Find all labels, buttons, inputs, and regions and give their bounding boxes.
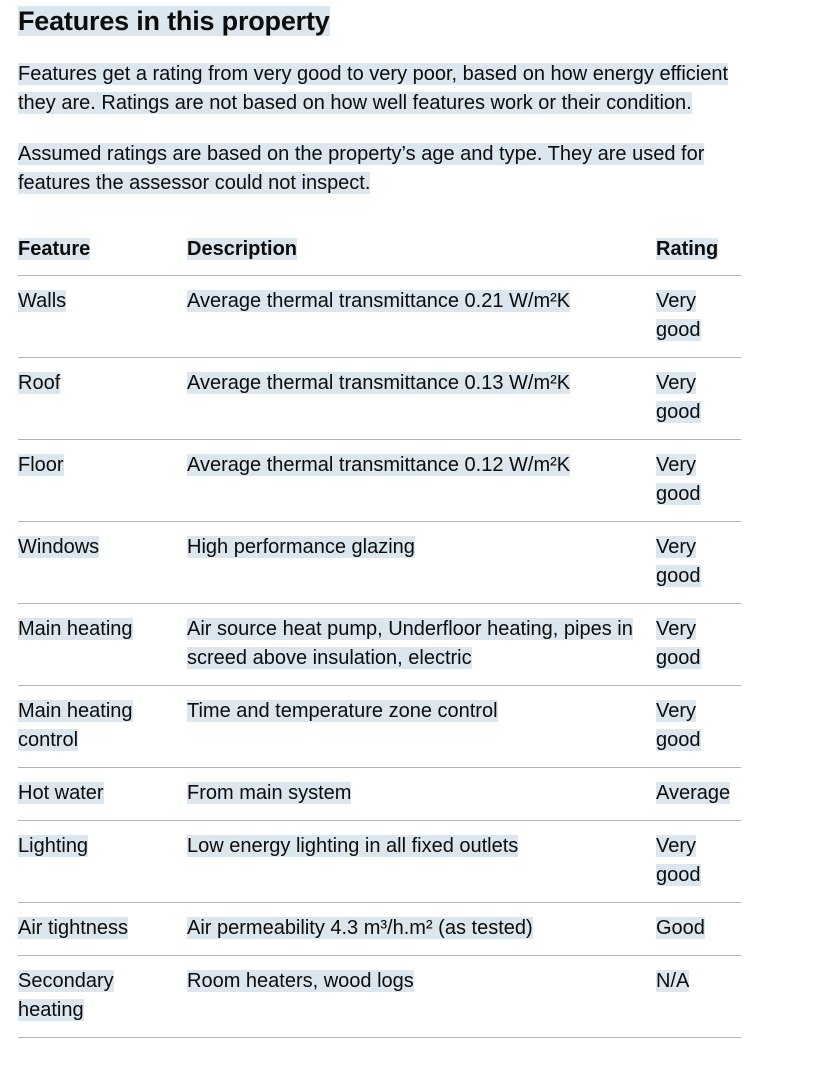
table-row: [18, 522, 741, 604]
header-feature: [18, 228, 187, 276]
intro-paragraph-ratings-text: Features get a rating from very good to very poor, based on how energy efficient they are. Ratings are not based on how well features work or their condition.: [18, 63, 729, 114]
feature-cell-text: Air tightness: [18, 917, 129, 939]
feature-cell-text: Hot water: [18, 782, 104, 804]
rating-cell: [656, 903, 741, 956]
description-cell-text: Average thermal transmittance 0.12 W/m²K: [187, 454, 571, 476]
feature-cell-text: Lighting: [18, 835, 89, 857]
feature-cell: [18, 821, 187, 903]
rating-cell: [656, 440, 741, 522]
description-cell-text: High performance glazing: [187, 536, 415, 558]
feature-cell-text: Windows: [18, 536, 100, 558]
section-heading: [18, 0, 796, 38]
table-body: [18, 276, 741, 1038]
feature-cell: [18, 903, 187, 956]
feature-cell: [18, 276, 187, 358]
table-row: [18, 276, 741, 358]
table-row: [18, 768, 741, 821]
intro-paragraph-ratings: [18, 60, 748, 118]
rating-cell-text: Very good: [656, 454, 701, 505]
rating-cell-text: Very good: [656, 835, 701, 886]
rating-cell-text: Average: [656, 782, 731, 804]
rating-cell-text: Very good: [656, 536, 701, 587]
rating-cell: [656, 686, 741, 768]
description-cell: [187, 276, 656, 358]
feature-cell: [18, 768, 187, 821]
table-row: [18, 358, 741, 440]
feature-cell-text: Main heating control: [18, 700, 133, 751]
description-cell-text: Room heaters, wood logs: [187, 970, 414, 992]
header-description: [187, 228, 656, 276]
feature-cell: [18, 956, 187, 1038]
feature-cell-text: Floor: [18, 454, 64, 476]
description-cell-text: Low energy lighting in all fixed outlets: [187, 835, 519, 857]
intro-paragraph-assumed: [18, 140, 748, 198]
table-row: [18, 821, 741, 903]
rating-cell: [656, 522, 741, 604]
intro-paragraph-assumed-text: Assumed ratings are based on the property’s age and type. They are used for features the assessor could not inspect.: [18, 143, 705, 194]
header-rating-text: Rating: [656, 238, 719, 260]
feature-cell: [18, 604, 187, 686]
rating-cell: [656, 604, 741, 686]
feature-cell-text: Secondary heating: [18, 970, 114, 1021]
rating-cell: [656, 768, 741, 821]
feature-cell-text: Main heating: [18, 618, 133, 640]
feature-cell-text: Walls: [18, 290, 67, 312]
description-cell: [187, 522, 656, 604]
description-cell: [187, 956, 656, 1038]
description-cell-text: Time and temperature zone control: [187, 700, 498, 722]
section-heading-text: Features in this property: [18, 6, 330, 36]
table-row: [18, 604, 741, 686]
feature-cell-text: Roof: [18, 372, 61, 394]
description-cell: [187, 440, 656, 522]
table-row: [18, 956, 741, 1038]
rating-cell: [656, 358, 741, 440]
rating-cell-text: Good: [656, 917, 705, 939]
table-row: [18, 903, 741, 956]
features-table: [18, 228, 741, 1038]
description-cell-text: Average thermal transmittance 0.13 W/m²K: [187, 372, 571, 394]
feature-cell: [18, 686, 187, 768]
description-cell: [187, 821, 656, 903]
rating-cell-text: Very good: [656, 700, 701, 751]
table-row: [18, 686, 741, 768]
description-cell: [187, 604, 656, 686]
rating-cell-text: Very good: [656, 618, 701, 669]
description-cell: [187, 903, 656, 956]
feature-cell: [18, 358, 187, 440]
rating-cell-text: Very good: [656, 290, 701, 341]
rating-cell: [656, 276, 741, 358]
description-cell-text: Air source heat pump, Underfloor heating, pipes in screed above insulation, electric: [187, 618, 633, 669]
feature-cell: [18, 522, 187, 604]
rating-cell-text: N/A: [656, 970, 690, 992]
table-row: [18, 440, 741, 522]
description-cell-text: From main system: [187, 782, 352, 804]
description-cell: [187, 686, 656, 768]
description-cell-text: Air permeability 4.3 m³/h.m² (as tested): [187, 917, 533, 939]
header-description-text: Description: [187, 238, 298, 260]
rating-cell: [656, 821, 741, 903]
header-feature-text: Feature: [18, 238, 91, 260]
description-cell: [187, 358, 656, 440]
rating-cell-text: Very good: [656, 372, 701, 423]
feature-cell: [18, 440, 187, 522]
description-cell-text: Average thermal transmittance 0.21 W/m²K: [187, 290, 571, 312]
header-rating: [656, 228, 741, 276]
description-cell: [187, 768, 656, 821]
table-header-row: [18, 228, 741, 276]
rating-cell: [656, 956, 741, 1038]
